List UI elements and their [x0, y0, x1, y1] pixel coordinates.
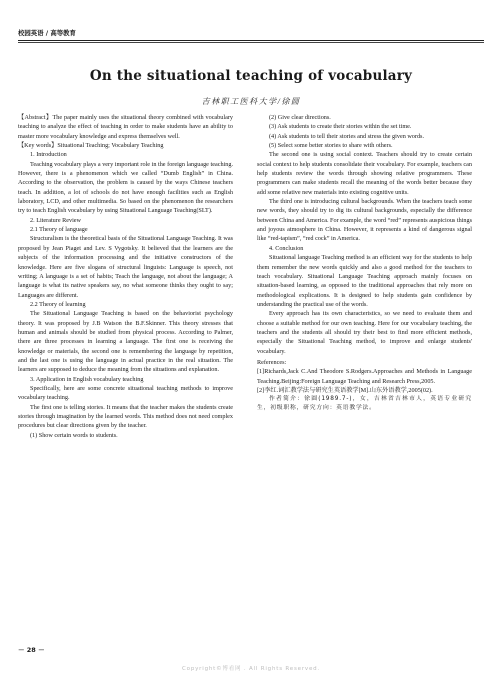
header-rule	[18, 40, 484, 41]
list-item: (1) Show certain words to students.	[30, 431, 118, 439]
list-item: (3) Ask students to create their stories within the set time.	[269, 123, 412, 131]
list-item: (4) Ask students to tell their stories and stress the given words.	[269, 132, 425, 140]
paragraph: Situational language Teaching method is an efficient way for the students to help them remember the new words quickly and also a good method for the teachers to teach vocabulary. Situational Language Teaching approach mainly focuses on situation-based learning, as opposed to the traditional approaches that rely more on methodological explications. It is designed to help students gain confidence by understanding the practical use of the words.	[257, 254, 472, 308]
reference-item: [1]Richards,Jack C.And Theodore S.Rodgers.Approaches and Methods in Language Teaching.Beijing:Foreign Language Teaching and Research Press,2005.	[257, 368, 472, 385]
section-heading: 2. Literature Review	[30, 216, 82, 224]
subsection-heading: 2.1 Theory of language	[30, 226, 88, 234]
paragraph: The first one is telling stories. It means that the teacher makes the students create stories through imagination by the learned words. This method does not need complex procedures but clear directions given by the teacher.	[18, 403, 233, 430]
subsection-heading: 2.2 Theory of learning	[30, 300, 86, 308]
paragraph: Teaching vocabulary plays a very important role in the foreign language teaching. However, there is a phenomenon which we called “Dumb English” in China. According to the observation, the problem is caused by the ways Chinese teachers teach. In addition, a lot of schools do not have enough facilities such as English laboratory, LCD, and other multimedia. So based on the phenomenon the researchers try to teach English vocabulary by using Situational Language Teaching(SLT).	[18, 160, 233, 215]
section-heading: 4. Conclusion	[269, 244, 304, 252]
right-column	[257, 113, 472, 413]
header-rule-thin	[18, 42, 484, 43]
author-bio: 作者简介：徐圆(1989.7-)，女，吉林省吉林市人，英语专业研究生，初级职称，研究方向：英语教学法。	[257, 396, 472, 412]
paragraph: Every approach has its own characteristics, so we need to evaluate them and choose a suitable method for our own teaching. Here for our vocabulary teaching, the teachers and the students all should try their best to find more efficient methods, especially the Situational Teaching method, to improve and enlarge students' vocabulary.	[257, 310, 472, 355]
reference-item: [2]李红.词汇教学法与研究生英语教学[M].山东外语教学,2005(02).	[257, 386, 433, 394]
left-column	[18, 113, 233, 440]
section-heading: 3. Application in English vocabulary teaching	[30, 375, 144, 383]
paragraph: Structuralism is the theoretical basis of the Situational Language Teaching. It was proposed by Jean Piaget and Lev. S Vygotsky. It believed that the learners are the subjects of the information processing and the initiative constructors of the knowledge. Here are five slogans of structural linguists: Language is speech, not writing; A language is a set of habits; Teach the language, not about the language; A language is what its native speakers say, no what someone thinks they ought to say; Languages are different.	[18, 235, 233, 299]
copyright-footer: Copyright©博看网 . All Rights Reserved.	[182, 666, 320, 672]
paragraph: The Situational Language Teaching is based on the behaviorist psychology theory. It was proposed by J.B Watson the B.F.Skinner. This theory stresses that human and animals should be studied from physical process. According to Palmer, there are three processes in learning a language. The first one is receiving the knowledge or materials, the second one is remembering the language by repetition, and the last one is using the language in actual practice in the real situation. The learners are supposed to deduce the meaning from the situations and explanation.	[18, 310, 233, 374]
paper-author: 吉林职工医科大学/徐圆	[201, 97, 301, 106]
abstract: 【Abstract】The paper mainly uses the situational theory combined with vocabulary teaching to analyze the effect of teaching in order to make students have an ability to master more vocabulary knowledge and express themselves well.	[18, 114, 233, 140]
paragraph: Specifically, here are some concrete situational teaching methods to improve vocabulary teaching.	[18, 384, 233, 402]
list-item: (2) Give clear directions.	[269, 114, 331, 121]
key-words: 【Key words】Situational Teaching; Vocabulary Teaching	[18, 142, 164, 150]
paragraph: The second one is using social context. Teachers should try to create certain social context to help students consolidate their vocabulary. For example, teachers can help students review the words through showing relative programmers. These programmers can make students recall the meaning of the words better because they add some relative new materials into existing cognitive units.	[257, 151, 472, 196]
list-item: (5) Select some better stories to share with others.	[269, 142, 393, 150]
section-heading: 1. Introduction	[30, 151, 67, 159]
journal-header: 校园英语 / 高等教育	[18, 29, 76, 37]
page-number: － 28 －	[18, 646, 45, 654]
paragraph: The third one is introducing cultural backgrounds. When the teachers teach some new words, they should try to dig its cultural backgrounds, especially the difference between China and America. For example, the word “red” represents auspicious things and joyous atmosphere in China. However, it represents a kind of dangerous signal like “red-tapism”, “red cock” in America.	[257, 198, 472, 243]
references-label: References:	[257, 358, 287, 366]
paper-title: On the situational teaching of vocabulary	[89, 68, 413, 84]
